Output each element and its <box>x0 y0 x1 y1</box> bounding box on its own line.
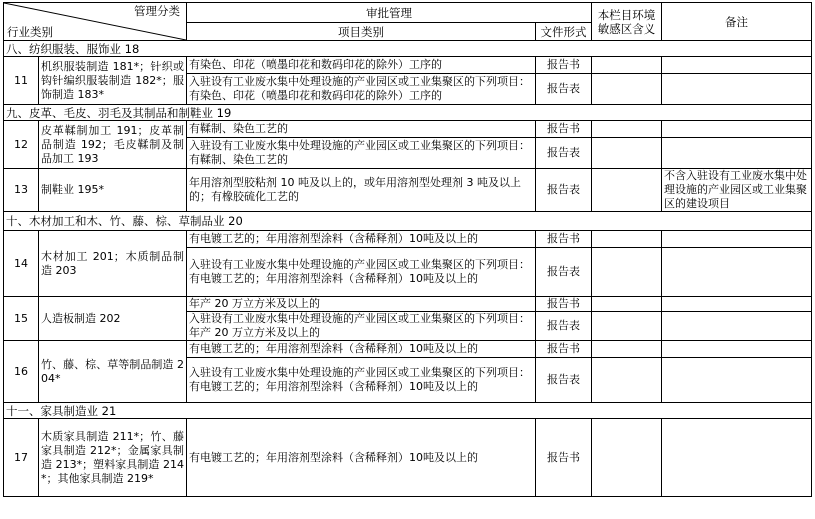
file-form: 报告书 <box>536 121 592 138</box>
project-category: 有染色、印花（喷墨印花和数码印花的除外）工序的 <box>187 57 536 74</box>
remark <box>662 121 812 138</box>
remark <box>662 231 812 248</box>
project-category: 入驻设有工业废水集中处理设施的产业园区或工业集聚区的下列项目：有电镀工艺的；年用溶剂型涂料（含稀释剂）10吨及以上的 <box>187 358 536 403</box>
sensitive-area <box>592 138 662 169</box>
remark <box>662 312 812 341</box>
table-row <box>4 57 812 74</box>
remark <box>662 341 812 358</box>
header-approval: 审批管理 <box>187 3 592 23</box>
header-row-1 <box>4 3 812 23</box>
sensitive-area <box>592 358 662 403</box>
file-form: 报告表 <box>536 138 592 169</box>
item-number: 16 <box>4 341 39 403</box>
item-number: 14 <box>4 231 39 297</box>
sensitive-area <box>592 169 662 212</box>
sensitive-area <box>592 419 662 497</box>
project-category: 年产 20 万立方米及以上的 <box>187 297 536 312</box>
sensitive-area <box>592 74 662 105</box>
item-number: 13 <box>4 169 39 212</box>
industry-category: 制鞋业 195* <box>39 169 187 212</box>
project-category: 入驻设有工业废水集中处理设施的产业园区或工业集聚区的下列项目：年产 20 万立方米及以上的 <box>187 312 536 341</box>
section-row <box>4 212 812 231</box>
project-category: 入驻设有工业废水集中处理设施的产业园区或工业集聚区的下列项目：有染色、印花（喷墨印花和数码印花的除外）工序的 <box>187 74 536 105</box>
section-title: 九、皮革、毛皮、羽毛及其制品和制鞋业 19 <box>4 105 812 121</box>
file-form: 报告书 <box>536 341 592 358</box>
sensitive-area <box>592 297 662 312</box>
project-category: 有电镀工艺的；年用溶剂型涂料（含稀释剂）10吨及以上的 <box>187 341 536 358</box>
header-corner-cell <box>4 3 187 41</box>
file-form: 报告书 <box>536 57 592 74</box>
project-category: 年用溶剂型胶粘剂 10 吨及以上的，或年用溶剂型处理剂 3 吨及以上的；有橡胶硫化工艺的 <box>187 169 536 212</box>
sensitive-area <box>592 248 662 297</box>
project-category: 入驻设有工业废水集中处理设施的产业园区或工业集聚区的下列项目：有电镀工艺的；年用溶剂型涂料（含稀释剂）10吨及以上的 <box>187 248 536 297</box>
industry-category: 木质家具制造 211*；竹、藤家具制造 212*；金属家具制造 213*；塑料家具制造 214*；其他家具制造 219* <box>39 419 187 497</box>
remark <box>662 419 812 497</box>
file-form: 报告表 <box>536 358 592 403</box>
remark <box>662 358 812 403</box>
remark <box>662 74 812 105</box>
sensitive-area <box>592 57 662 74</box>
table-row <box>4 231 812 248</box>
file-form: 报告书 <box>536 231 592 248</box>
file-form: 报告书 <box>536 297 592 312</box>
header-sensitive-area: 本栏目环境敏感区含义 <box>592 3 662 41</box>
file-form: 报告表 <box>536 169 592 212</box>
project-category: 有鞣制、染色工艺的 <box>187 121 536 138</box>
item-number: 15 <box>4 297 39 341</box>
remark <box>662 138 812 169</box>
industry-category: 人造板制造 202 <box>39 297 187 341</box>
item-number: 12 <box>4 121 39 169</box>
file-form: 报告表 <box>536 312 592 341</box>
file-form: 报告书 <box>536 419 592 497</box>
table-row <box>4 297 812 312</box>
section-title: 十、木材加工和木、竹、藤、棕、草制品业 20 <box>4 212 812 231</box>
industry-category: 机织服装制造 181*；针织或钩针编织服装制造 182*；服饰制造 183* <box>39 57 187 105</box>
item-number: 11 <box>4 57 39 105</box>
table-row <box>4 169 812 212</box>
table-row <box>4 121 812 138</box>
project-category: 有电镀工艺的；年用溶剂型涂料（含稀释剂）10吨及以上的 <box>187 419 536 497</box>
table-row <box>4 419 812 497</box>
header-file-form: 文件形式 <box>536 23 592 41</box>
industry-category: 木材加工 201；木质制品制造 203 <box>39 231 187 297</box>
item-number: 17 <box>4 419 39 497</box>
industry-category: 竹、藤、棕、草等制品制造 204* <box>39 341 187 403</box>
project-category: 有电镀工艺的；年用溶剂型涂料（含稀释剂）10吨及以上的 <box>187 231 536 248</box>
table-row <box>4 341 812 358</box>
sensitive-area <box>592 341 662 358</box>
file-form: 报告表 <box>536 248 592 297</box>
project-category: 入驻设有工业废水集中处理设施的产业园区或工业集聚区的下列项目：有鞣制、染色工艺的 <box>187 138 536 169</box>
sensitive-area <box>592 231 662 248</box>
remark <box>662 297 812 312</box>
remark: 不含入驻设有工业废水集中处理设施的产业园区或工业集聚区的建设项目 <box>662 169 812 212</box>
sensitive-area <box>592 312 662 341</box>
industry-category: 皮革鞣制加工 191；皮革制品制造 192；毛皮鞣制及制品加工 193 <box>39 121 187 169</box>
section-row <box>4 41 812 57</box>
section-row <box>4 403 812 419</box>
header-management-class: 管理分类 <box>134 4 180 18</box>
section-title: 八、纺织服装、服饰业 18 <box>4 41 812 57</box>
header-industry-category: 行业类别 <box>7 25 53 39</box>
sensitive-area <box>592 121 662 138</box>
file-form: 报告表 <box>536 74 592 105</box>
remark <box>662 57 812 74</box>
remark <box>662 248 812 297</box>
section-row <box>4 105 812 121</box>
header-remark: 备注 <box>662 3 812 41</box>
approval-table <box>3 2 812 497</box>
section-title: 十一、家具制造业 21 <box>4 403 812 419</box>
header-project-category: 项目类别 <box>187 23 536 41</box>
